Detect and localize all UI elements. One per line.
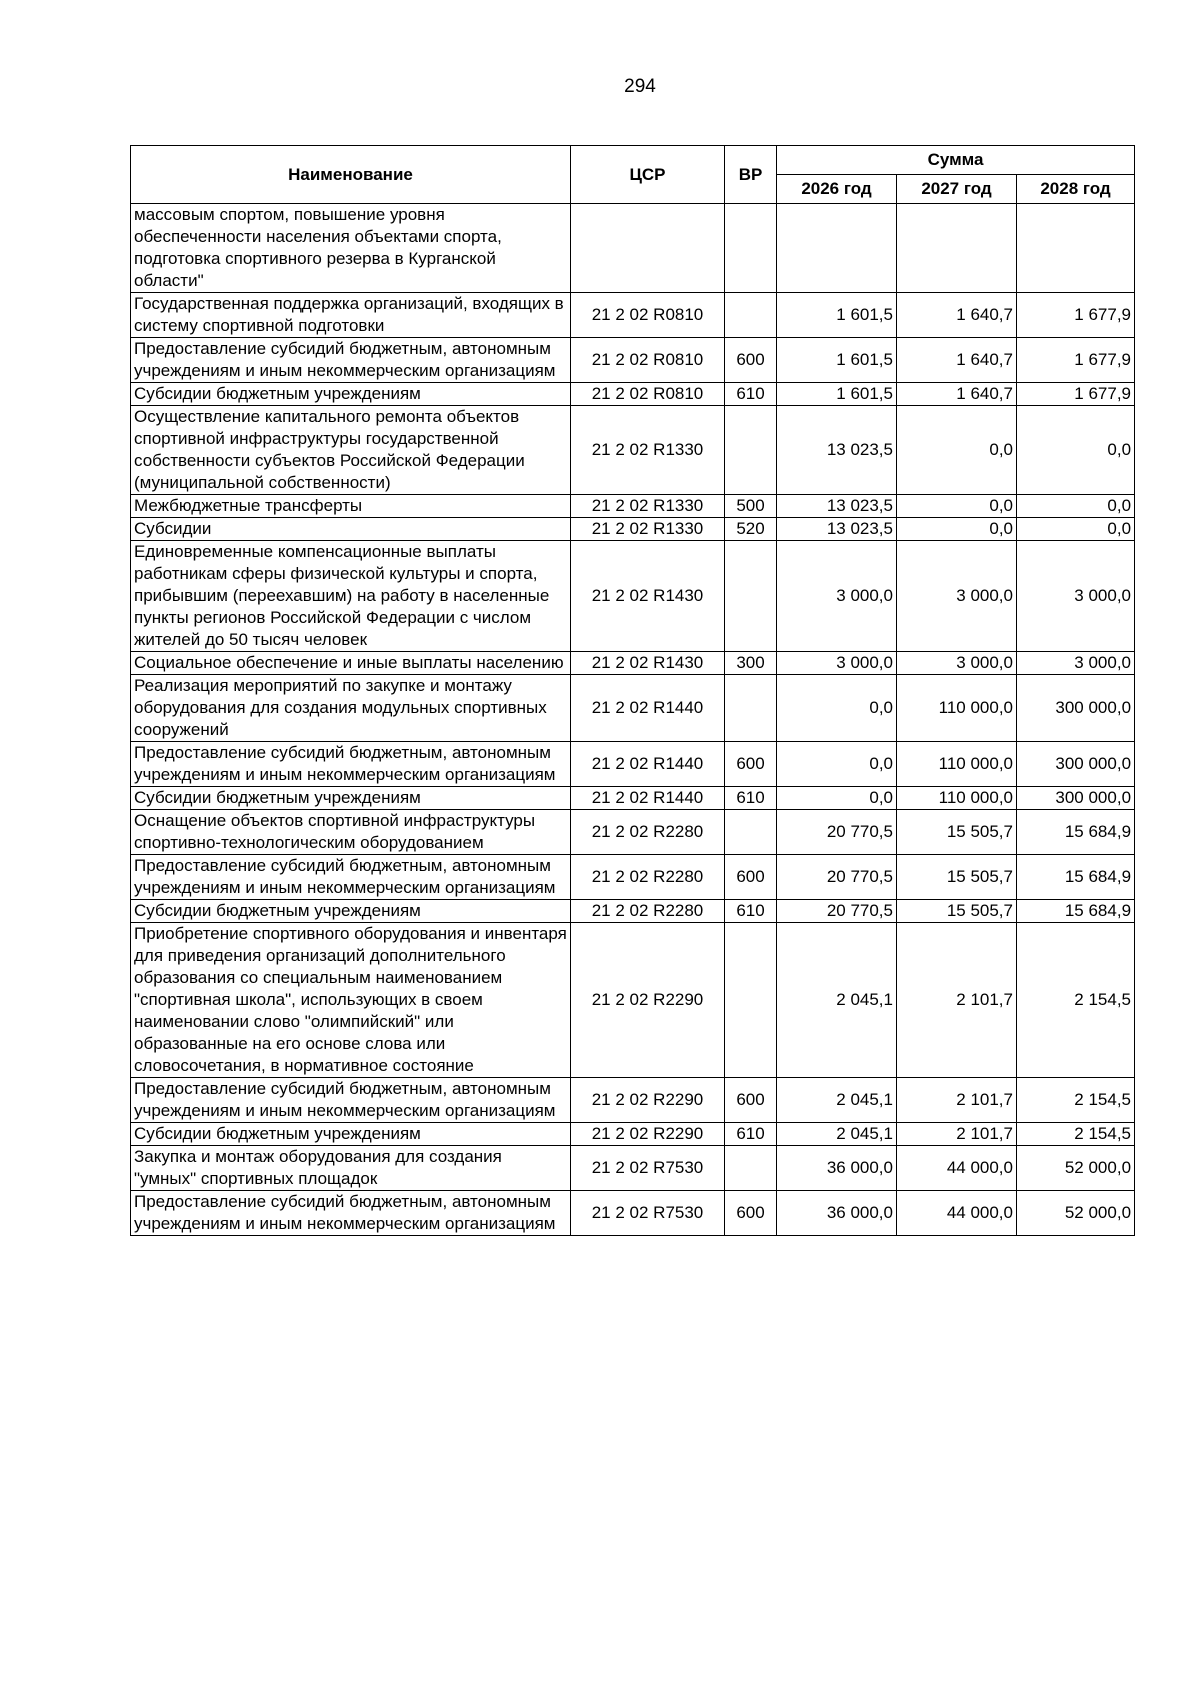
table-row [131, 810, 1135, 855]
row-csr: 21 2 02 R1440 [571, 787, 725, 810]
table-body [131, 204, 1135, 1236]
row-amount-2028: 2 154,5 [1017, 1078, 1135, 1123]
row-vr: 610 [725, 900, 777, 923]
row-amount-2026: 1 601,5 [777, 293, 897, 338]
table-row [131, 742, 1135, 787]
table-row [131, 900, 1135, 923]
row-name: Субсидии бюджетным учреждениям [131, 383, 571, 406]
row-amount-2026: 0,0 [777, 742, 897, 787]
row-amount-2028: 1 677,9 [1017, 293, 1135, 338]
table-row [131, 495, 1135, 518]
row-amount-2027: 2 101,7 [897, 923, 1017, 1078]
row-name: Предоставление субсидий бюджетным, автономным учреждениям и иным некоммерческим организациям [131, 742, 571, 787]
row-amount-2026: 20 770,5 [777, 855, 897, 900]
row-amount-2026: 2 045,1 [777, 1078, 897, 1123]
row-amount-2027: 110 000,0 [897, 742, 1017, 787]
row-amount-2028: 15 684,9 [1017, 855, 1135, 900]
row-vr: 300 [725, 652, 777, 675]
row-name: Осуществление капитального ремонта объектов спортивной инфраструктуры государственной собственности субъектов Российской Федерации (муниципальной собственности) [131, 406, 571, 495]
row-amount-2027: 2 101,7 [897, 1123, 1017, 1146]
table-row [131, 293, 1135, 338]
row-name: Субсидии бюджетным учреждениям [131, 787, 571, 810]
table-row [131, 787, 1135, 810]
row-csr: 21 2 02 R1440 [571, 742, 725, 787]
row-amount-2027: 15 505,7 [897, 855, 1017, 900]
row-vr: 520 [725, 518, 777, 541]
table-row [131, 406, 1135, 495]
row-amount-2027: 110 000,0 [897, 675, 1017, 742]
row-name: массовым спортом, повышение уровня обеспеченности населения объектами спорта, подготовка спортивного резерва в Курганской области" [131, 204, 571, 293]
row-csr: 21 2 02 R1440 [571, 675, 725, 742]
header-year-2026: 2026 год [777, 175, 897, 204]
row-amount-2028: 1 677,9 [1017, 383, 1135, 406]
row-vr: 600 [725, 855, 777, 900]
row-name: Субсидии [131, 518, 571, 541]
row-csr: 21 2 02 R0810 [571, 293, 725, 338]
row-vr: 600 [725, 1078, 777, 1123]
row-csr: 21 2 02 R2280 [571, 810, 725, 855]
row-name: Приобретение спортивного оборудования и инвентаря для приведения организаций дополнительного образования со специальным наименованием "спортивная школа", использующих в своем наименовании слово "олимпийский" или образованные на его основе слова или словосочетания, в нормативное состояние [131, 923, 571, 1078]
row-vr: 600 [725, 338, 777, 383]
row-vr [725, 204, 777, 293]
row-amount-2027: 44 000,0 [897, 1146, 1017, 1191]
header-year-2028: 2028 год [1017, 175, 1135, 204]
row-amount-2028: 15 684,9 [1017, 900, 1135, 923]
row-vr [725, 293, 777, 338]
row-name: Оснащение объектов спортивной инфраструктуры спортивно-технологическим оборудованием [131, 810, 571, 855]
row-amount-2028: 0,0 [1017, 518, 1135, 541]
row-amount-2027: 0,0 [897, 495, 1017, 518]
row-name: Единовременные компенсационные выплаты работникам сферы физической культуры и спорта, прибывшим (переехавшим) на работу в населенные пункты регионов Российской Федерации с числом жителей до 50 тысяч человек [131, 541, 571, 652]
row-amount-2026: 2 045,1 [777, 1123, 897, 1146]
row-amount-2027: 3 000,0 [897, 652, 1017, 675]
row-amount-2026: 36 000,0 [777, 1191, 897, 1236]
row-name: Субсидии бюджетным учреждениям [131, 1123, 571, 1146]
row-amount-2028: 0,0 [1017, 495, 1135, 518]
row-amount-2028: 300 000,0 [1017, 787, 1135, 810]
table-row [131, 855, 1135, 900]
table-row [131, 541, 1135, 652]
row-vr: 500 [725, 495, 777, 518]
row-name: Предоставление субсидий бюджетным, автономным учреждениям и иным некоммерческим организациям [131, 338, 571, 383]
row-name: Межбюджетные трансферты [131, 495, 571, 518]
row-vr: 600 [725, 1191, 777, 1236]
row-name: Закупка и монтаж оборудования для создания "умных" спортивных площадок [131, 1146, 571, 1191]
row-amount-2026: 1 601,5 [777, 338, 897, 383]
row-amount-2026: 13 023,5 [777, 406, 897, 495]
row-amount-2027: 2 101,7 [897, 1078, 1017, 1123]
row-amount-2028: 15 684,9 [1017, 810, 1135, 855]
row-amount-2028: 300 000,0 [1017, 675, 1135, 742]
row-amount-2028: 3 000,0 [1017, 652, 1135, 675]
row-amount-2028: 52 000,0 [1017, 1146, 1135, 1191]
row-amount-2026: 20 770,5 [777, 810, 897, 855]
row-vr: 610 [725, 787, 777, 810]
row-amount-2026: 0,0 [777, 675, 897, 742]
row-amount-2027: 15 505,7 [897, 900, 1017, 923]
row-amount-2027: 1 640,7 [897, 338, 1017, 383]
header-year-2027: 2027 год [897, 175, 1017, 204]
row-amount-2028: 2 154,5 [1017, 1123, 1135, 1146]
header-vr: ВР [725, 146, 777, 204]
table-row [131, 338, 1135, 383]
table-row [131, 923, 1135, 1078]
row-vr [725, 541, 777, 652]
row-vr: 610 [725, 383, 777, 406]
row-amount-2027: 110 000,0 [897, 787, 1017, 810]
row-vr: 610 [725, 1123, 777, 1146]
row-csr: 21 2 02 R2290 [571, 1123, 725, 1146]
table-row [131, 383, 1135, 406]
row-amount-2026: 20 770,5 [777, 900, 897, 923]
row-vr [725, 406, 777, 495]
row-name: Социальное обеспечение и иные выплаты населению [131, 652, 571, 675]
row-name: Реализация мероприятий по закупке и монтажу оборудования для создания модульных спортивных сооружений [131, 675, 571, 742]
row-amount-2026: 13 023,5 [777, 518, 897, 541]
table-row [131, 1123, 1135, 1146]
row-csr: 21 2 02 R0810 [571, 338, 725, 383]
row-vr [725, 675, 777, 742]
row-amount-2027: 0,0 [897, 518, 1017, 541]
row-csr: 21 2 02 R7530 [571, 1191, 725, 1236]
row-amount-2026: 1 601,5 [777, 383, 897, 406]
row-amount-2026: 0,0 [777, 787, 897, 810]
row-csr: 21 2 02 R1430 [571, 541, 725, 652]
row-amount-2026 [777, 204, 897, 293]
row-name: Предоставление субсидий бюджетным, автономным учреждениям и иным некоммерческим организациям [131, 855, 571, 900]
page-number: 294 [624, 76, 656, 97]
table-row [131, 204, 1135, 293]
table-row [131, 675, 1135, 742]
row-name: Предоставление субсидий бюджетным, автономным учреждениям и иным некоммерческим организациям [131, 1078, 571, 1123]
row-amount-2028 [1017, 204, 1135, 293]
budget-table [130, 145, 1135, 1236]
row-csr: 21 2 02 R2280 [571, 855, 725, 900]
row-name: Предоставление субсидий бюджетным, автономным учреждениям и иным некоммерческим организациям [131, 1191, 571, 1236]
row-amount-2028: 52 000,0 [1017, 1191, 1135, 1236]
header-name: Наименование [131, 146, 571, 204]
row-amount-2026: 3 000,0 [777, 652, 897, 675]
row-amount-2027 [897, 204, 1017, 293]
row-name: Субсидии бюджетным учреждениям [131, 900, 571, 923]
header-sum: Сумма [777, 146, 1135, 175]
row-csr: 21 2 02 R2290 [571, 1078, 725, 1123]
row-amount-2027: 3 000,0 [897, 541, 1017, 652]
row-amount-2027: 1 640,7 [897, 293, 1017, 338]
row-amount-2028: 1 677,9 [1017, 338, 1135, 383]
table-row [131, 518, 1135, 541]
row-amount-2027: 15 505,7 [897, 810, 1017, 855]
row-amount-2026: 36 000,0 [777, 1146, 897, 1191]
row-amount-2028: 2 154,5 [1017, 923, 1135, 1078]
header-csr: ЦСР [571, 146, 725, 204]
row-csr: 21 2 02 R1330 [571, 518, 725, 541]
row-vr [725, 810, 777, 855]
table-row [131, 1146, 1135, 1191]
row-csr: 21 2 02 R7530 [571, 1146, 725, 1191]
row-amount-2028: 300 000,0 [1017, 742, 1135, 787]
row-amount-2026: 13 023,5 [777, 495, 897, 518]
row-amount-2026: 2 045,1 [777, 923, 897, 1078]
row-amount-2027: 44 000,0 [897, 1191, 1017, 1236]
row-amount-2026: 3 000,0 [777, 541, 897, 652]
row-amount-2028: 0,0 [1017, 406, 1135, 495]
table-row [131, 1191, 1135, 1236]
row-amount-2028: 3 000,0 [1017, 541, 1135, 652]
table-row [131, 1078, 1135, 1123]
row-name: Государственная поддержка организаций, входящих в систему спортивной подготовки [131, 293, 571, 338]
row-csr: 21 2 02 R1430 [571, 652, 725, 675]
table-row [131, 652, 1135, 675]
row-vr [725, 1146, 777, 1191]
row-csr: 21 2 02 R0810 [571, 383, 725, 406]
row-csr: 21 2 02 R2290 [571, 923, 725, 1078]
row-csr [571, 204, 725, 293]
row-csr: 21 2 02 R1330 [571, 495, 725, 518]
row-amount-2027: 0,0 [897, 406, 1017, 495]
row-csr: 21 2 02 R1330 [571, 406, 725, 495]
row-amount-2027: 1 640,7 [897, 383, 1017, 406]
row-csr: 21 2 02 R2280 [571, 900, 725, 923]
row-vr: 600 [725, 742, 777, 787]
row-vr [725, 923, 777, 1078]
